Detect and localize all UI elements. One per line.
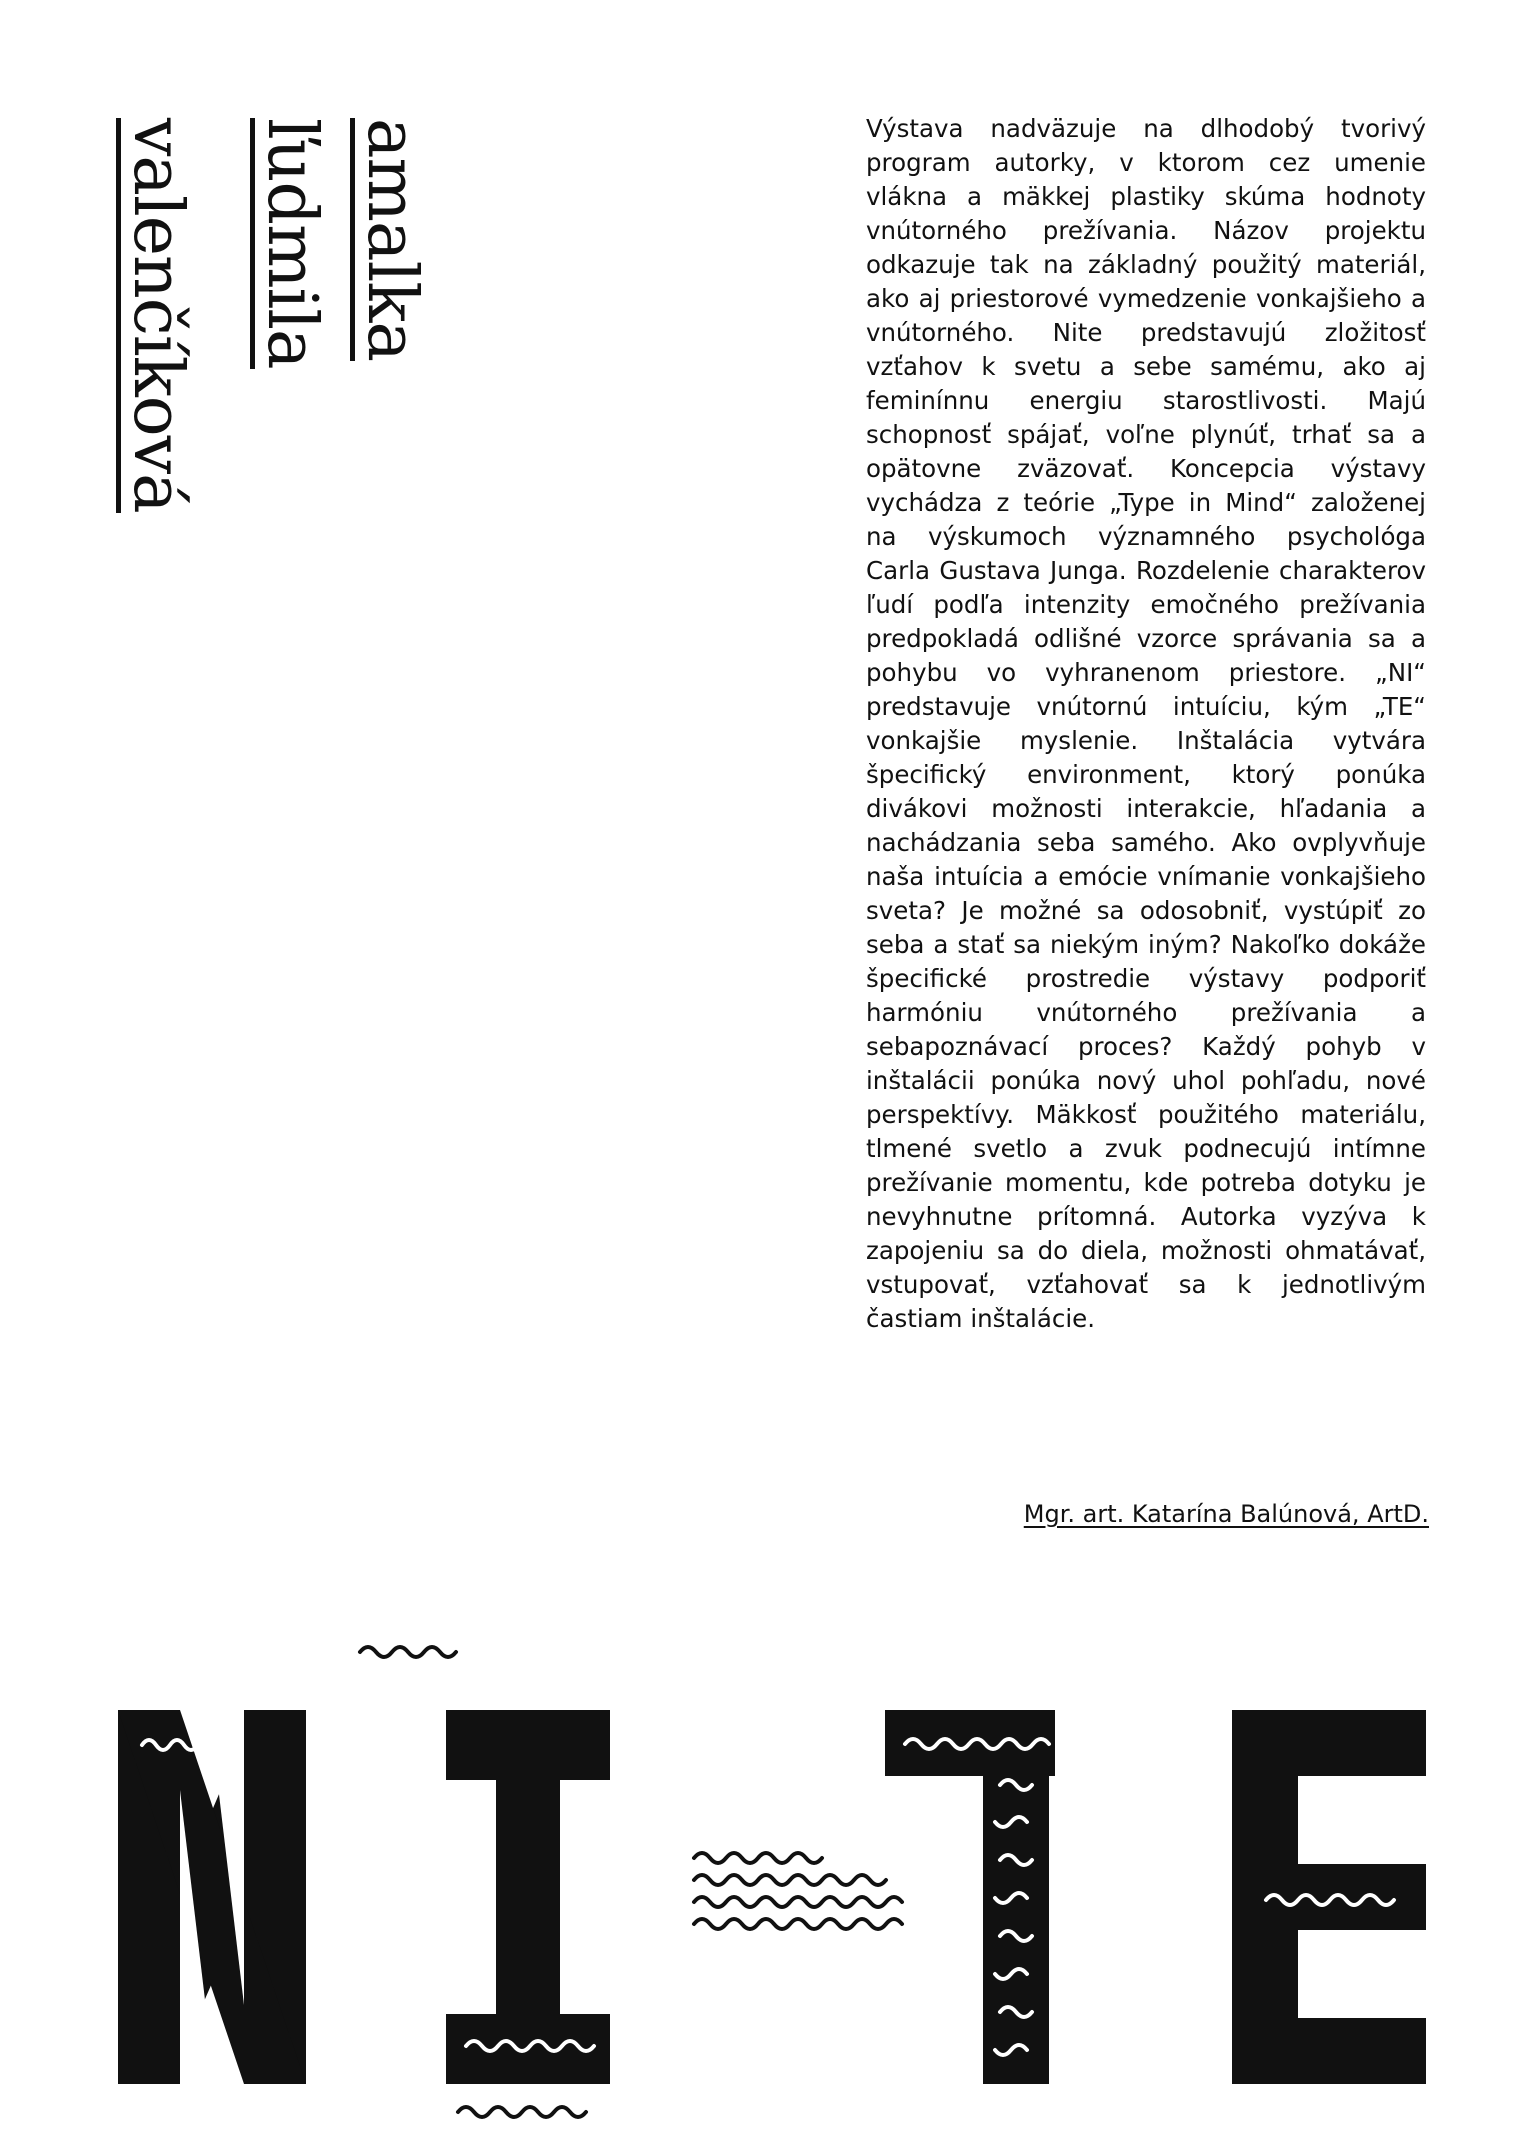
author-surname: valenčíková [118,118,197,513]
curator-signature: Mgr. art. Katarína Balúnová, ArtD. [1023,1500,1429,1528]
wave-below-i-icon [458,2107,586,2117]
connector-waves-icon [694,1853,902,1929]
letter-i [446,1710,610,2084]
letter-t [885,1710,1055,2084]
wave-above-i-icon [360,1647,456,1657]
author-first-name: amalka [352,118,431,362]
author-middle-name: ľudmila [252,118,331,369]
letter-n-shape [118,1710,306,2084]
letter-e [1232,1710,1426,2084]
exhibition-description: Výstava nadväzuje na dlhodobý tvorivý program autorky, v ktorom cez umenie vlákna a mäkkej plastiky skúma hodnoty vnútorného prežívania. Názov projektu odkazuje tak na základný použitý materiál, ako aj priestorové vymedzenie vonkajšieho a vnútorného. Nite predstavujú zložitosť vzťahov k svetu a sebe samému, ako aj feminínnu energiu starostlivosti. Majú schopnosť spájať, voľne plynúť, trhať sa a opätovne zväzovať. Koncepcia výstavy vychádza z teórie „Type in Mind“ založenej na výskumoch významného psychológa Carla Gustava Junga. Rozdelenie charakterov ľudí podľa intenzity emočného prežívania predpokladá odlišné vzorce správania sa a pohybu vo vyhranenom priestore. „NI“ predstavuje vnútornú intuíciu, kým „TE“ vonkajšie myslenie. Inštalácia vytvára špecifický environment, ktorý ponúka divákovi možnosti interakcie, hľadania a nachádzania seba samého. Ako ovplyvňuje naša intuícia a emócie vnímanie vonkajšieho sveta? Je možné sa odosobniť, vystúpiť zo seba a stať sa niekým iným? Nakoľko dokáže špecifické prostredie výstavy podporiť harmóniu vnútorného prežívania a sebapoznávací proces? Každý pohyb v inštalácii ponúka nový uhol pohľadu, nové perspektívy. Mäkkosť použitého materiálu, tlmené svetlo a zvuk podnecujú intímne prežívanie momentu, kde potreba dotyku je nevyhnutne prítomná. Autorka vyzýva k zapojeniu sa do diela, možnosti ohmatávať, vstupovať, vzťahovať sa k jednotlivým častiam inštalácie. [866,114,1426,1333]
